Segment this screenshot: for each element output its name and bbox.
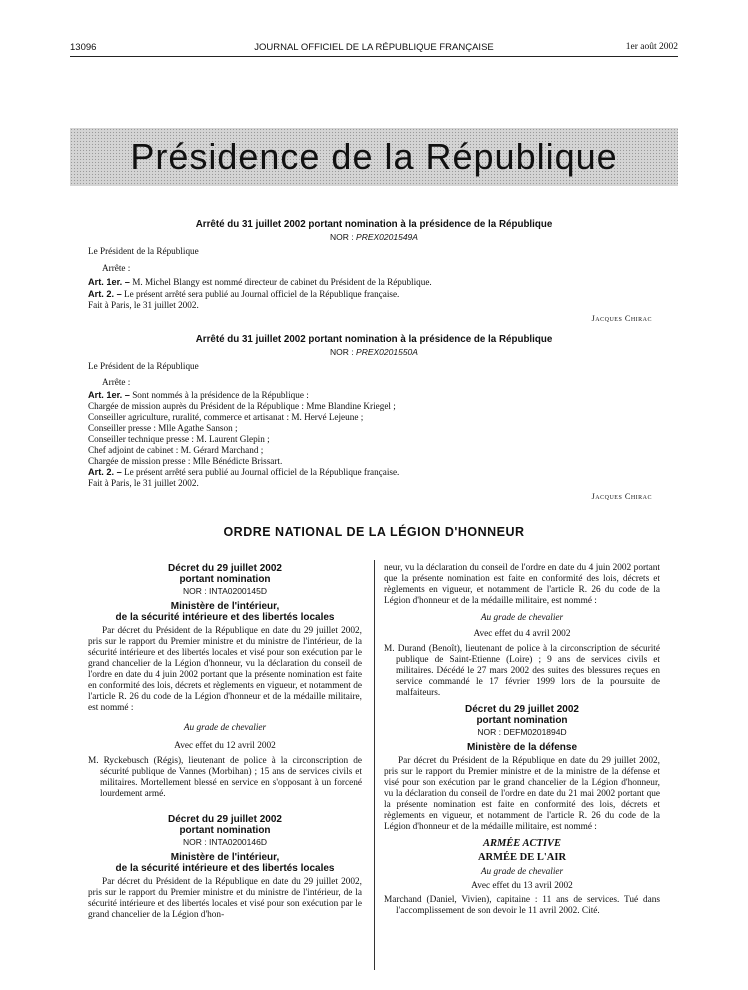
decree1-subtitle: portant nomination [179, 574, 271, 585]
arrete1-art2: Art. 2. – Le présent arrêté sera publié au Journal officiel de la République française. [88, 289, 400, 299]
arrete2-nor: NOR : PREX0201550A [330, 347, 418, 357]
decree1-effect-date: Avec effet du 12 avril 2002 [174, 741, 276, 751]
issue-date: 1er août 2002 [625, 42, 678, 52]
decree2-body: Par décret du Président de la République en date du 29 juillet 2002, pris sur le rapport du Premier ministre et du ministre de l'intérieur, de la sécurité intérieure et des libertés locales et visé pour son exécution par le grand chancelier de la Légion d'hon- [88, 877, 362, 920]
decree3-subtitle: portant nomination [476, 715, 568, 726]
left-column [88, 563, 362, 921]
arrete2-art1: Art. 1er. – Sont nommés à la présidence de la République : [88, 390, 309, 400]
arrete2-signature: Jacques Chirac [591, 492, 652, 501]
section-banner [70, 128, 678, 186]
decree1-body: Par décret du Président de la République en date du 29 juillet 2002, pris sur le rapport du Premier ministre et du ministre de l'intérieur, de la sécurité intérieure et des libertés locales et visé pour son exécution par le grand chancelier de la Légion d'honneur, vu la déclaration du conseil de l'ordre en date du 4 juin 2002 portant que la présente nomination est faite en conformité des lois, décrets et règlements en vigueur, et notamment de l'article R. 26 du code de la Légion d'honneur et de la médaille militaire, est nommé : [88, 626, 362, 713]
decree3-army-category: ARMÉE ACTIVE [482, 838, 562, 849]
decree1-ministry-detail: de la sécurité intérieure et des libertés locales [115, 612, 335, 623]
decree2-subtitle: portant nomination [179, 825, 271, 836]
decree2-nominee: M. Durand (Benoît), lieutenant de police à la circonscription de sécurité publique de Saint-Etienne (Loire) ; 9 ans de services civils et militaires. Décédé le 27 mars 2002 des suites des blessures reçues en service commandé le 17 février 1999 lors de la poursuite de malfaiteurs. [384, 644, 660, 698]
arrete2-line: Conseiller agriculture, ruralité, commerce et artisanat : M. Hervé Lejeune ; [88, 412, 364, 422]
decree2-ministry: Ministère de l'intérieur, [170, 852, 280, 863]
decree3-army-branch: ARMÉE DE L'AIR [477, 852, 567, 863]
decree2-effect-date: Avec effet du 4 avril 2002 [473, 629, 571, 639]
header-rule [70, 56, 678, 57]
decree2-body-continued: neur, vu la déclaration du conseil de l'ordre en date du 4 juin 2002 portant que la présente nomination est faite en conformité des lois, décrets et règlements en vigueur, et notamment de l'article R. 26 du code de la Légion d'honneur et de la médaille militaire, est nommé : [384, 563, 660, 606]
decree3-body: Par décret du Président de la République en date du 29 juillet 2002, pris sur le rapport du Premier ministre et de la ministre de la défense et visé pour son exécution par le grand chancelier de la Légion d'honneur, vu la déclaration du conseil de l'ordre en date du 21 mai 2002 portant que la présente nomination est faite en conformité des lois, décrets et règlements en vigueur, et notamment de l'article R. 26 du code de la Légion d'honneur et de la médaille militaire, est nommé : [384, 756, 660, 832]
decree3-nor: NOR : DEFM0201894D [477, 727, 567, 737]
arrete2-preamble: Le Président de la République [88, 361, 199, 371]
arrete1-preamble: Le Président de la République [88, 246, 199, 256]
arrete2-title: Arrêté du 31 juillet 2002 portant nomination à la présidence de la République [195, 334, 553, 345]
decree2-title: Décret du 29 juillet 2002 [168, 814, 282, 825]
decree2-grade: Au grade de chevalier [480, 613, 564, 623]
decree2-nor: NOR : INTA0200146D [183, 837, 267, 847]
decree1-grade: Au grade de chevalier [183, 723, 267, 733]
arrete1-title: Arrêté du 31 juillet 2002 portant nomination à la présidence de la République [195, 219, 553, 230]
decree1-nor: NOR : INTA0200145D [183, 586, 267, 596]
banner-title: Présidence de la République [130, 136, 618, 177]
decree3-title: Décret du 29 juillet 2002 [465, 704, 579, 715]
arrete2-fait: Fait à Paris, le 31 juillet 2002. [88, 478, 199, 488]
arrete2-line: Chef adjoint de cabinet : M. Gérard Marchand ; [88, 445, 264, 455]
arrete2-line: Chargée de mission presse : Mlle Bénédicte Brissart. [88, 456, 283, 466]
decree3-effect-date: Avec effet du 13 avril 2002 [471, 881, 573, 891]
decree1-title: Décret du 29 juillet 2002 [168, 563, 282, 574]
right-column [384, 563, 660, 917]
arrete1-fait: Fait à Paris, le 31 juillet 2002. [88, 300, 199, 310]
arrete1-signature: Jacques Chirac [591, 314, 652, 323]
arrete2-line: Conseiller presse : Mlle Agathe Sanson ; [88, 423, 238, 433]
arrete2-line: Chargée de mission auprès du Président de la République : Mme Blandine Kriegel ; [88, 401, 396, 411]
page-number: 13096 [70, 42, 97, 53]
arrete1-art1: Art. 1er. – M. Michel Blangy est nommé directeur de cabinet du Président de la République. [88, 277, 432, 287]
arrete1-arrete: Arrête : [102, 263, 131, 273]
arrete1-nor: NOR : PREX0201549A [330, 232, 418, 242]
decree3-ministry: Ministère de la défense [466, 742, 578, 753]
arrete2-arrete: Arrête : [102, 377, 131, 387]
decree1-ministry: Ministère de l'intérieur, [170, 601, 280, 612]
section-title: ORDRE NATIONAL DE LA LÉGION D'HONNEUR [223, 525, 525, 539]
column-divider [374, 560, 375, 970]
decree2-ministry-detail: de la sécurité intérieure et des libertés locales [115, 863, 335, 874]
decree1-nominee: M. Ryckebusch (Régis), lieutenant de police à la circonscription de sécurité publique de Vannes (Morbihan) ; 15 ans de services civils et militaires. Mortellement blessé en service en s'opposant à un forcené lourdement armé. [88, 756, 362, 799]
decree3-nominee: Marchand (Daniel, Vivien), capitaine : 11 ans de services. Tué dans l'accomplissement de son devoir le 11 avril 2002. Cité. [384, 895, 660, 916]
journal-title: JOURNAL OFFICIEL DE LA RÉPUBLIQUE FRANÇAISE [254, 42, 494, 53]
decree3-grade: Au grade de chevalier [480, 867, 564, 877]
arrete2-art2: Art. 2. – Le présent arrêté sera publié au Journal officiel de la République française. [88, 467, 400, 477]
arrete2-line: Conseiller technique presse : M. Laurent Glepin ; [88, 434, 270, 444]
